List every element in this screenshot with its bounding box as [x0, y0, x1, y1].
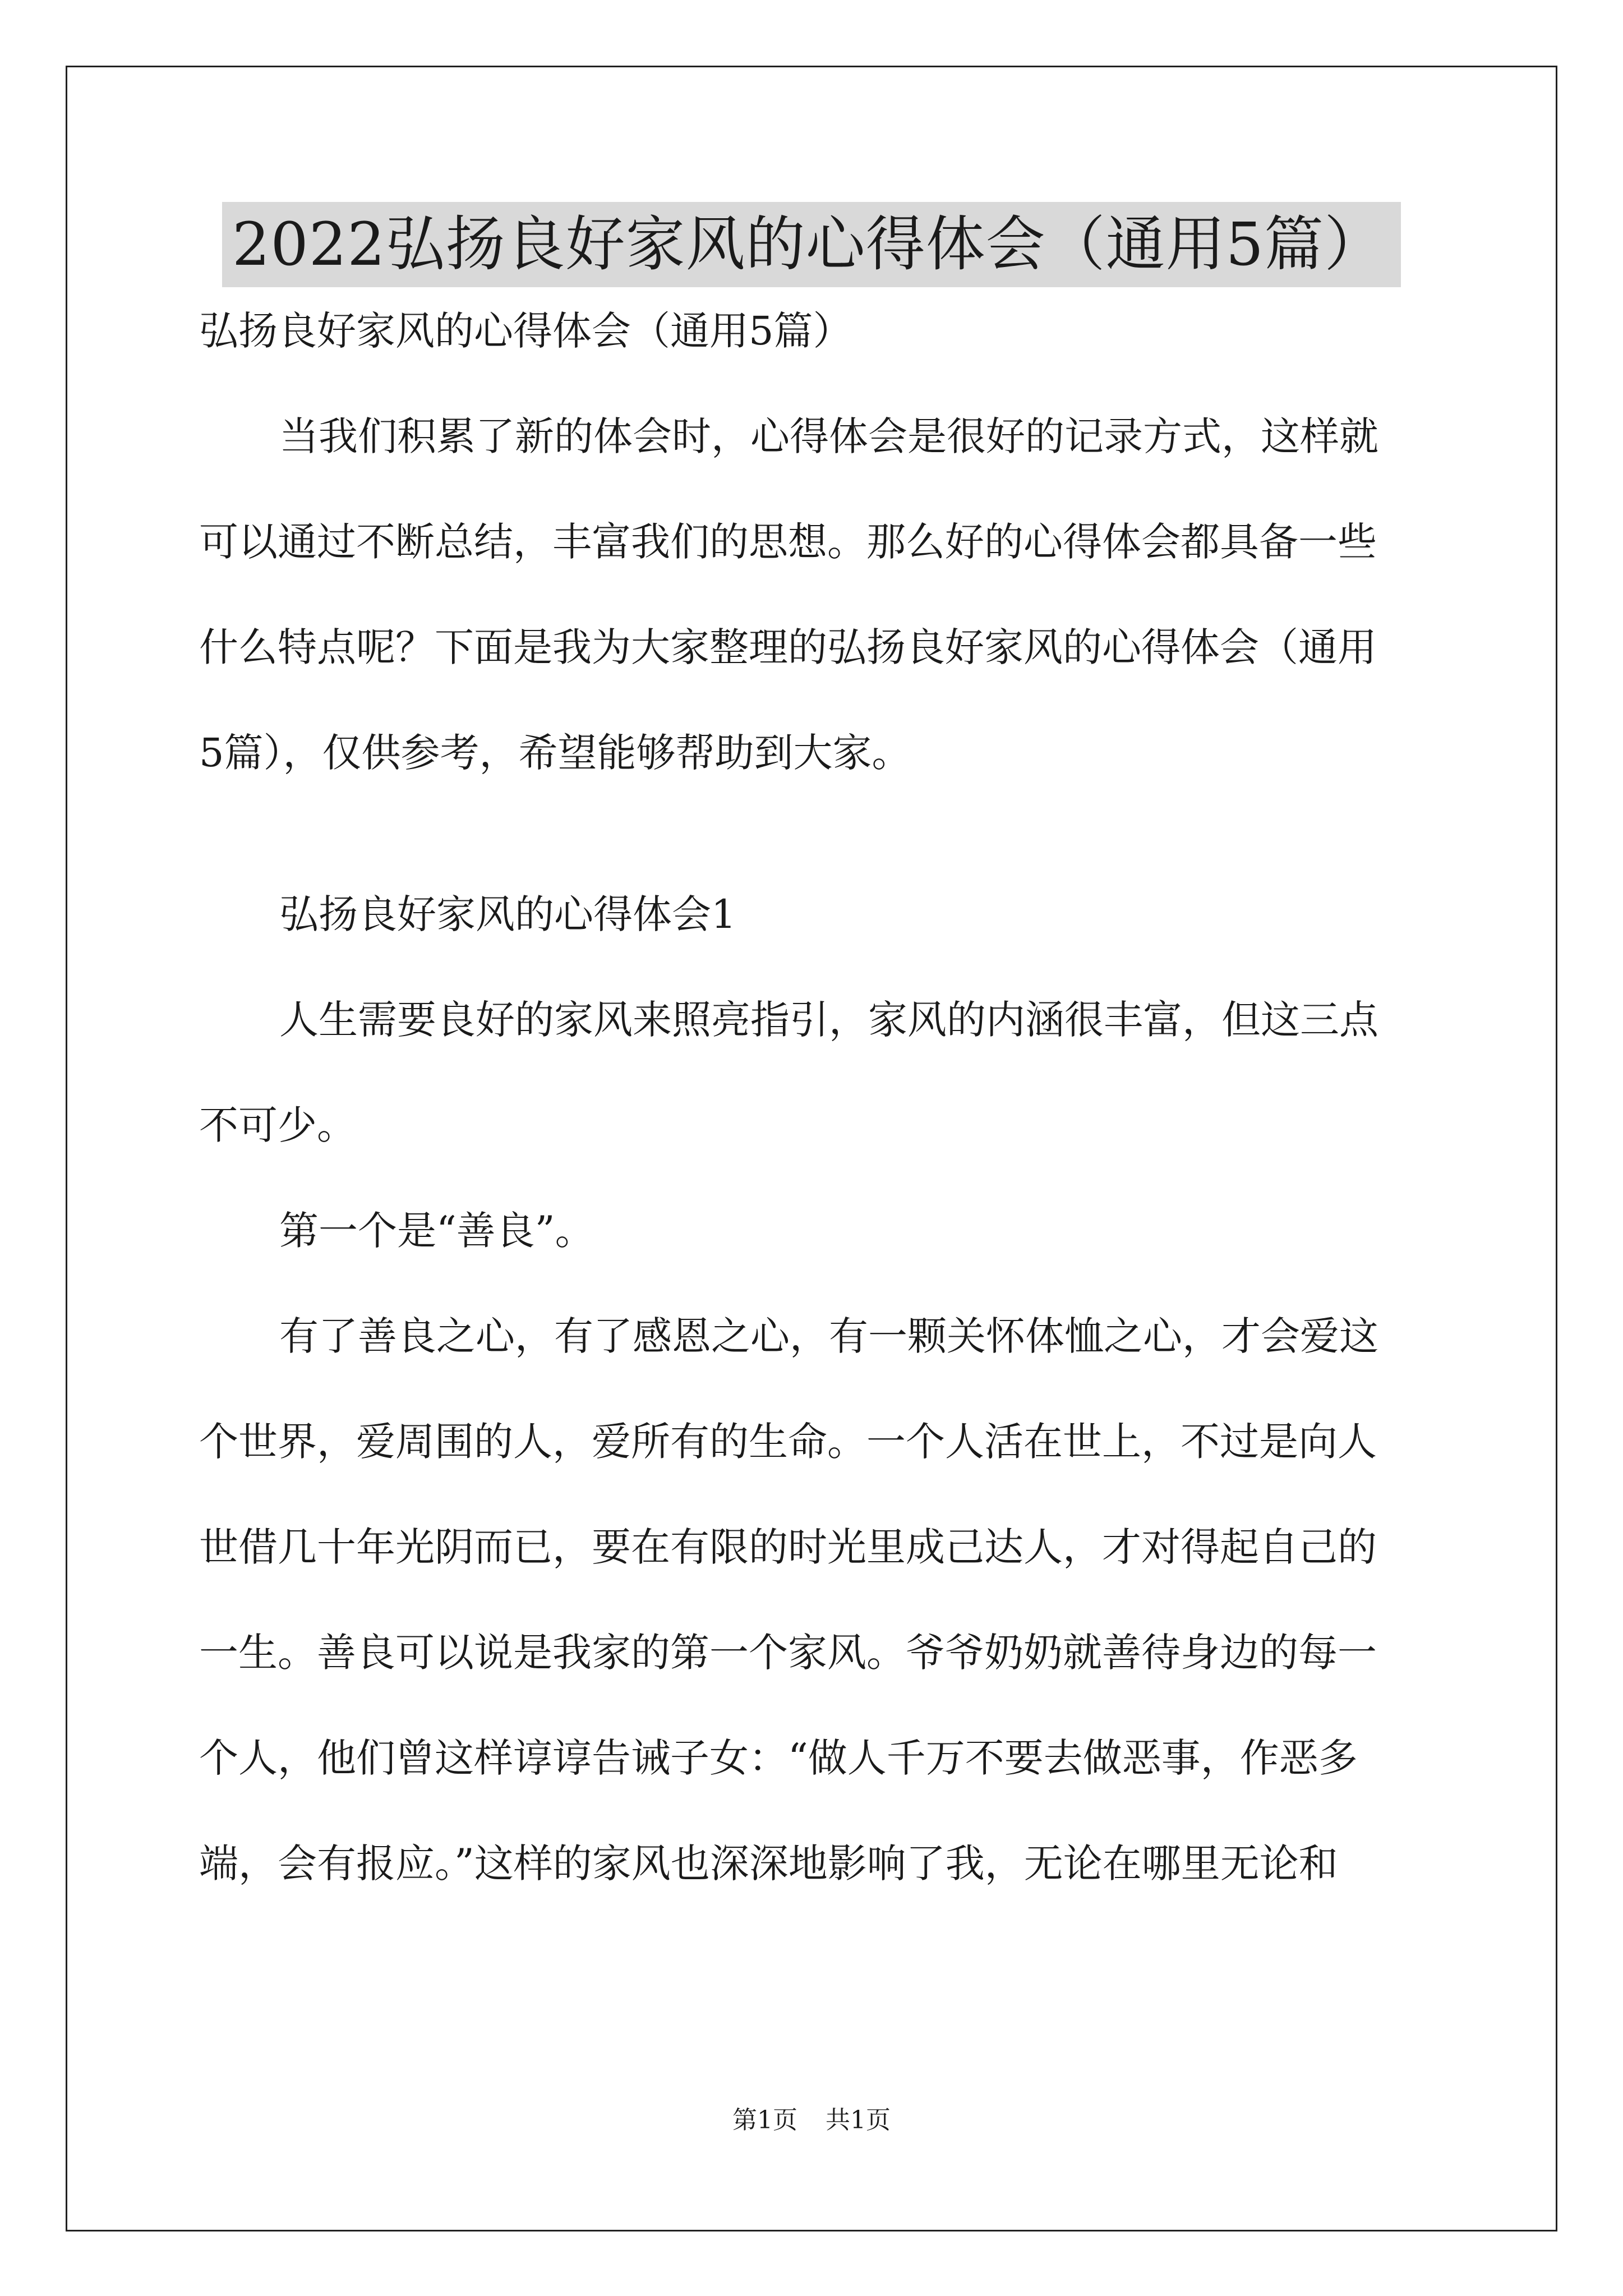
text-line: 一生。善良可以说是我家的第一个家风。爷爷奶奶就善待身边的每一 [199, 1630, 1377, 1676]
page-footer [0, 2104, 1623, 2137]
text-line: 第一个是“善良”。 [279, 1208, 594, 1254]
text-line: 人生需要良好的家风来照亮指引，家风的内涵很丰富，但这三点 [279, 997, 1378, 1043]
document-title: 2022弘扬良好家风的心得体会（通用5篇） [222, 202, 1401, 287]
page-number-current: 第1页 [732, 2106, 797, 2134]
text-line: 可以通过不断总结，丰富我们的思想。那么好的心得体会都具备一些 [199, 519, 1377, 565]
text-line: 个人，他们曾这样谆谆告诫子女：“做人千万不要去做恶事，作恶多 [199, 1735, 1358, 1781]
text-line: 世借几十年光阴而已，要在有限的时光里成己达人，才对得起自己的 [199, 1524, 1377, 1570]
text-line: 什么特点呢？下面是我为大家整理的弘扬良好家风的心得体会（通用 [199, 624, 1377, 670]
document-body [199, 303, 1433, 1941]
text-line: 弘扬良好家风的心得体会（通用5篇） [199, 308, 852, 354]
page-number-total: 共1页 [826, 2106, 891, 2134]
text-line: 当我们积累了新的体会时，心得体会是很好的记录方式，这样就 [279, 413, 1378, 459]
text-line: 5篇），仅供参考，希望能够帮助到大家。 [199, 730, 911, 776]
text-line: 有了善良之心，有了感恩之心，有一颗关怀体恤之心，才会爱这 [279, 1313, 1378, 1359]
title-area [0, 202, 1623, 287]
text-line: 弘扬良好家风的心得体会1 [279, 891, 736, 937]
text-line: 不可少。 [199, 1102, 356, 1148]
text-line: 个世界，爱周围的人，爱所有的生命。一个人活在世上，不过是向人 [199, 1419, 1377, 1465]
text-line: 端，会有报应。”这样的家风也深深地影响了我，无论在哪里无论和 [199, 1841, 1338, 1887]
